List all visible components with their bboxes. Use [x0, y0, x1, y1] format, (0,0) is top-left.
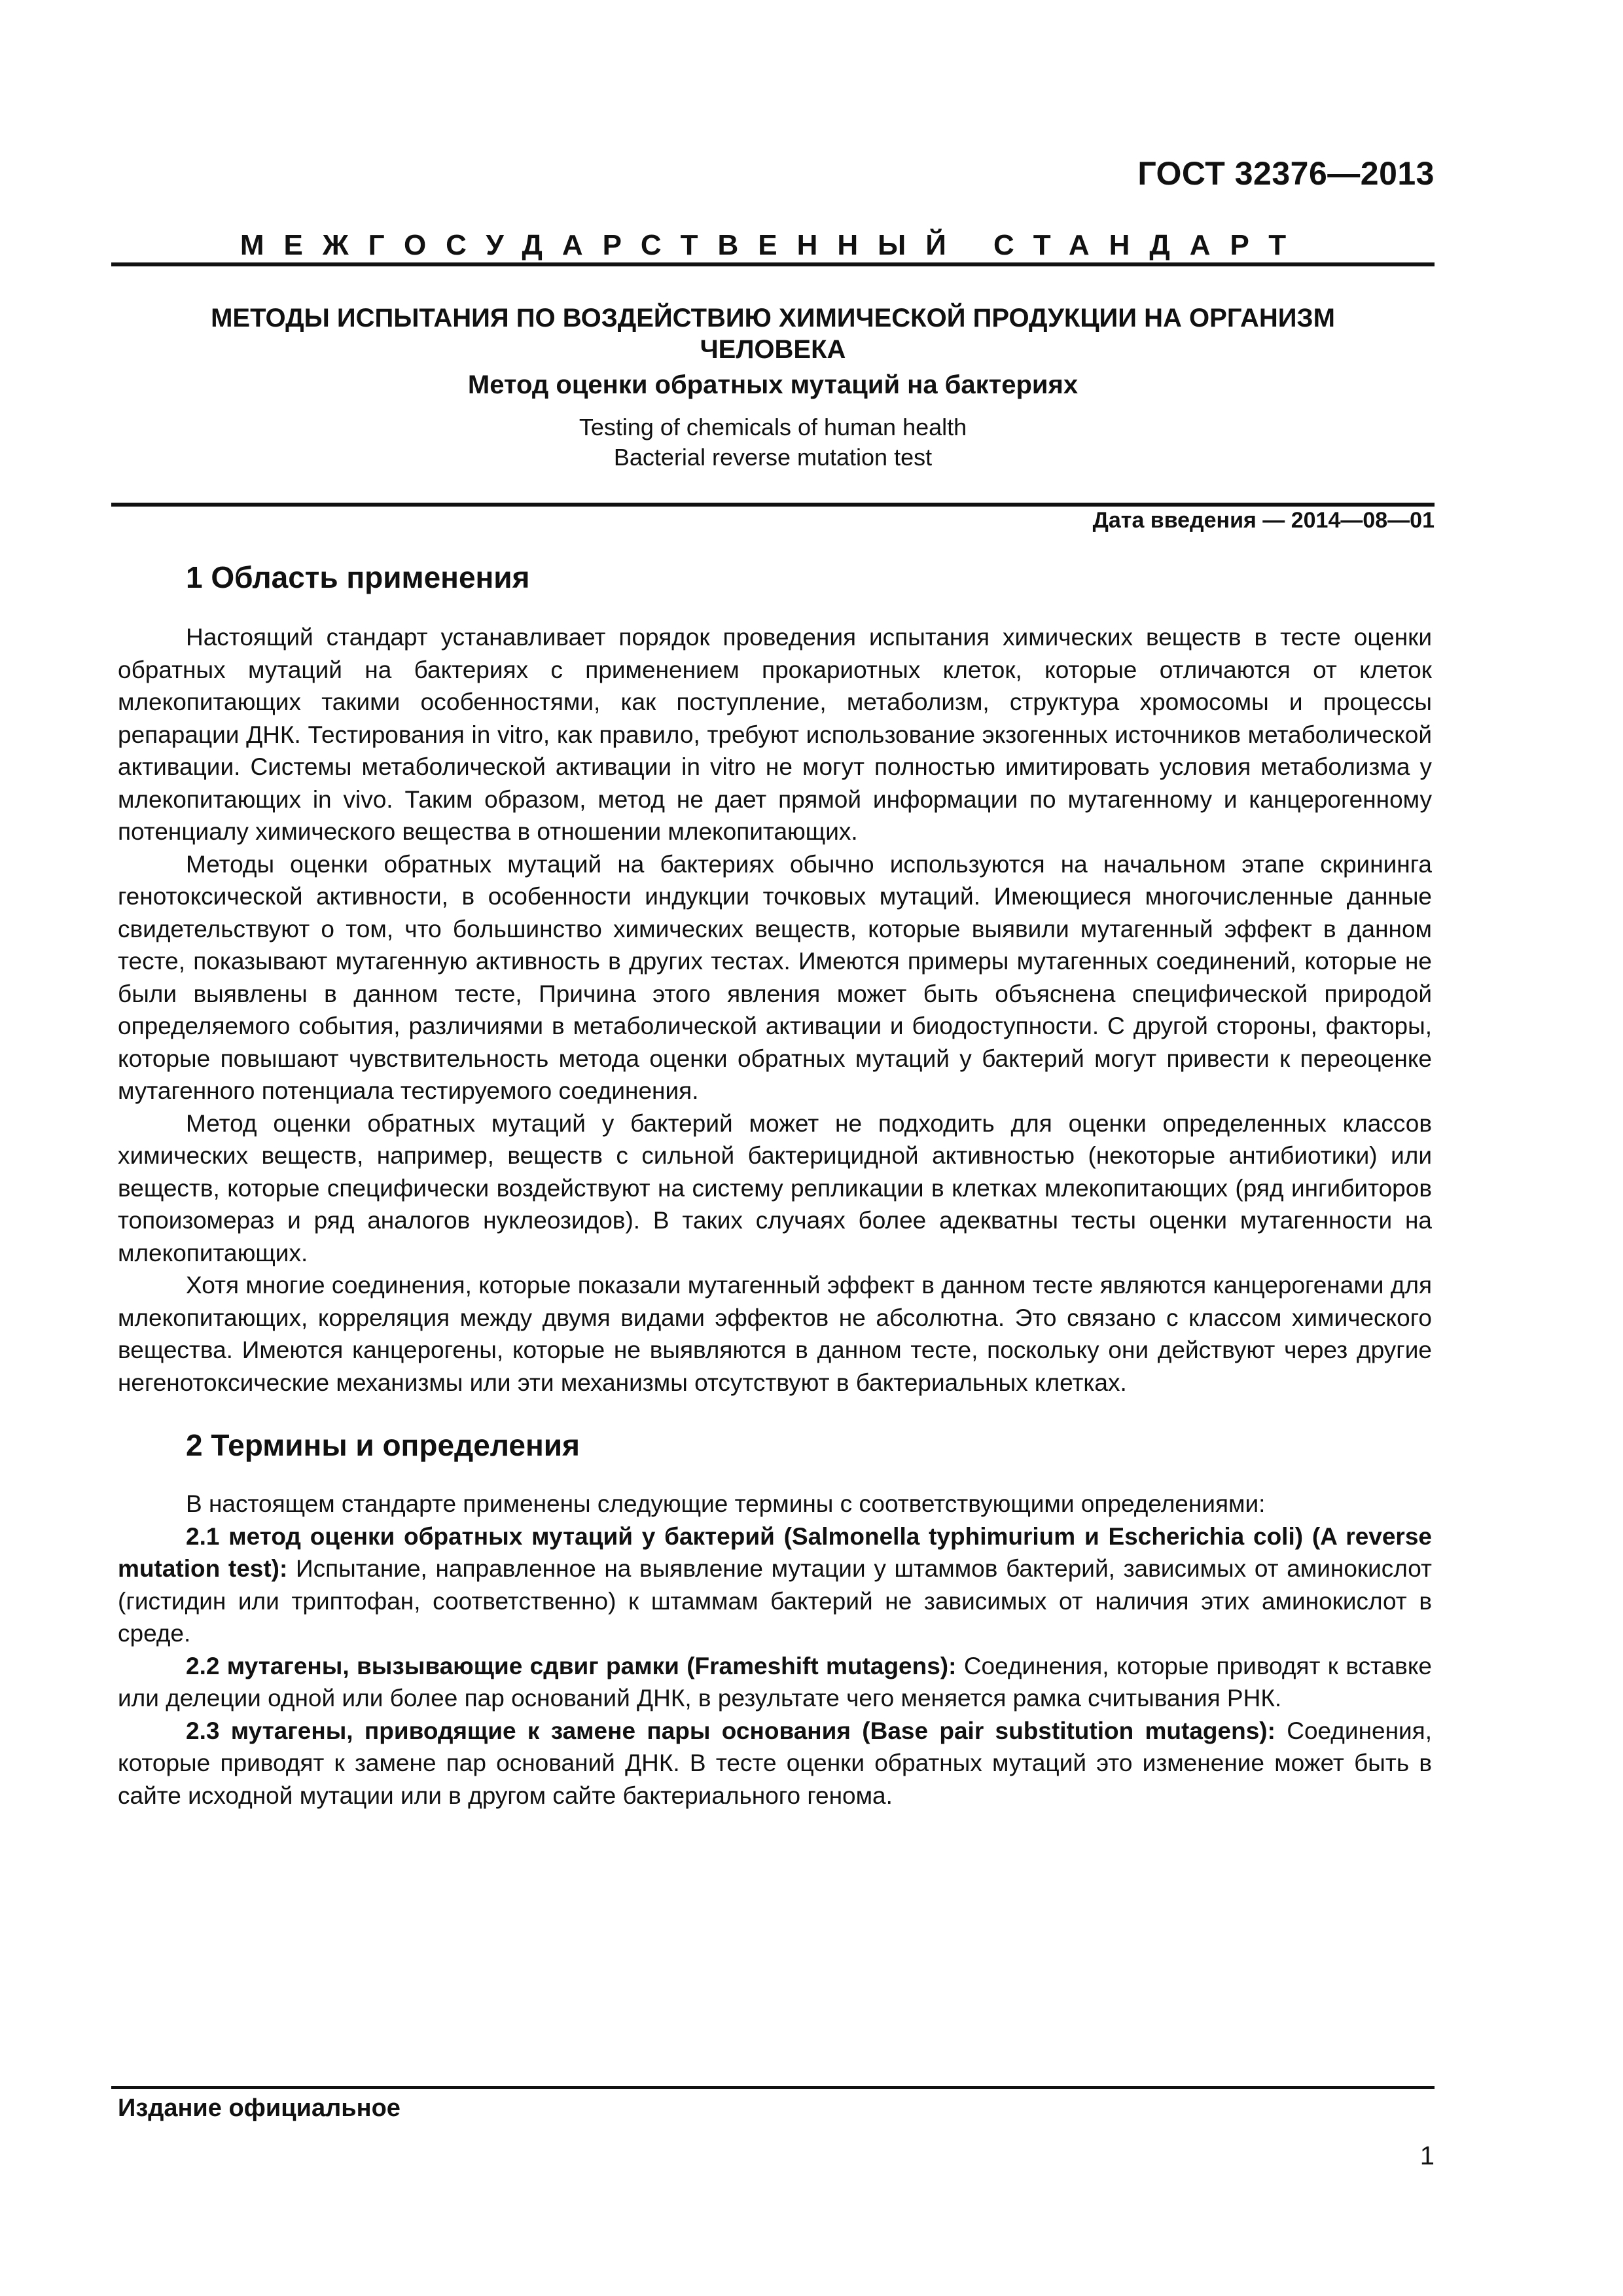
section-2-intro: В настоящем стандарте применены следующие термины с соответствующими определениями:	[186, 1490, 1266, 1517]
term-title: 2.2 мутагены, вызывающие сдвиг рамки (Frameshift mutagens):	[186, 1652, 957, 1679]
document-number: ГОСТ 32376—2013	[1137, 155, 1435, 192]
title-line-2: ЧЕЛОВЕКА	[700, 335, 846, 364]
header-rule	[111, 262, 1435, 266]
english-title-line-2: Bacterial reverse mutation test	[613, 444, 933, 471]
term-text: Соединения, которые приводят к замене пар оснований ДНК. В тесте оценки обратных мутаций это изменение может быть в сайте исходной мутации или в другом сайте бактериального генома.	[118, 1717, 1432, 1809]
english-title	[111, 412, 1435, 473]
title-rule	[111, 503, 1435, 507]
standard-type-banner: МЕЖГОСУДАРСТВЕННЫЙ СТАНДАРТ	[240, 229, 1306, 261]
term-text: Соединения, которые приводят к вставке или делеции одной или более пар оснований ДНК, в результате чего меняется рамка считывания РНК.	[118, 1652, 1433, 1712]
introduction-date: Дата введения — 2014—08—01	[1092, 508, 1435, 533]
term-definition-2-2	[118, 1650, 1432, 1715]
section-1-paragraph: Хотя многие соединения, которые показали мутагенный эффект в данном тесте являются канцерогенами для млекопитающих, корреляция между двумя видами эффектов не абсолютна. Это связано с классом химического вещества. Имеются канцерогены, которые не выявляются в данном тесте, поскольку они действуют через другие негенотоксические механизмы или эти механизмы отсутствуют в бактериальных клетках.	[118, 1272, 1432, 1396]
edition-label: Издание официальное	[118, 2094, 401, 2122]
document-body	[118, 560, 1432, 1812]
title-subtitle: Метод оценки обратных мутаций на бактериях	[467, 370, 1079, 399]
section-1-paragraph: Методы оценки обратных мутаций на бактериях обычно используются на начальном этапе скрининга генотоксической активности, в особенности индукции точковых мутаций. Имеющиеся многочисленные данные свидетельствуют о том, что большинство химических веществ, которые выявили мутагенный эффект в данном тесте, показывают мутагенную активность в других тестах. Имеются примеры мутагенных соединений, которые не были выявлены в данном тесте, Причина этого явления может быть объяснена специфической природой определяемого события, различиями в метаболической активации и биодоступности. С другой стороны, факторы, которые повышают чувствительность метода оценки обратных мутаций у бактерий могут привести к переоценке мутагенного потенциала тестируемого соединения.	[118, 850, 1432, 1104]
footer-rule	[111, 2086, 1435, 2089]
section-1-paragraph: Настоящий стандарт устанавливает порядок проведения испытания химических веществ в тесте оценки обратных мутаций на бактериях с применением прокариотных клеток, которые отличаются от клеток млекопитающих такими особенностями, как поступление, метаболизм, структура хромосомы и процессы репарации ДНК. Тестирования in vitro, как правило, требуют использование экзогенных источников метаболической активации. Системы метаболической активации in vitro не могут полностью имитировать условия метаболизма у млекопитающих in vivo. Таким образом, метод не дает прямой информации по мутагенному и канцерогенному потенциалу химического вещества в отношении млекопитающих.	[118, 624, 1432, 845]
title-line-1: МЕТОДЫ ИСПЫТАНИЯ ПО ВОЗДЕЙСТВИЮ ХИМИЧЕСКОЙ ПРОДУКЦИИ НА ОРГАНИЗМ	[211, 304, 1335, 332]
section-2-heading: 2 Термины и определения	[186, 1428, 580, 1462]
term-text: Испытание, направленное на выявление мутации у штаммов бактерий, зависимых от аминокислот (гистидин или триптофан, соответственно) к штаммам бактерий не зависимых от наличия этих аминокислот в среде.	[118, 1555, 1432, 1647]
section-1-paragraph: Метод оценки обратных мутаций у бактерий может не подходить для оценки определенных классов химических веществ, например, веществ с сильной бактерицидной активностью (некоторые антибиотики) или веществ, которые специфически воздействуют на систему репликации в клетках млекопитающих (ряд ингибиторов топоизомераз и ряд аналогов нуклеозидов). В таких случаях более адекватны тесты оценки мутагенности на млекопитающих.	[118, 1109, 1432, 1266]
term-title: 2.1 метод оценки обратных мутаций у бактерий (Salmonella typhimurium и Escherichia coli) (A reverse mutation test):	[118, 1522, 1432, 1582]
term-title: 2.3 мутагены, приводящие к замене пары основания (Base pair substitution mutagens):	[186, 1717, 1275, 1744]
document-title	[111, 302, 1435, 401]
term-definition-2-3	[118, 1715, 1432, 1812]
section-1-heading: 1 Область применения	[186, 560, 530, 594]
english-title-line-1: Testing of chemicals of human health	[579, 414, 967, 440]
page-number: 1	[1419, 2142, 1435, 2170]
term-definition-2-1	[118, 1520, 1432, 1650]
